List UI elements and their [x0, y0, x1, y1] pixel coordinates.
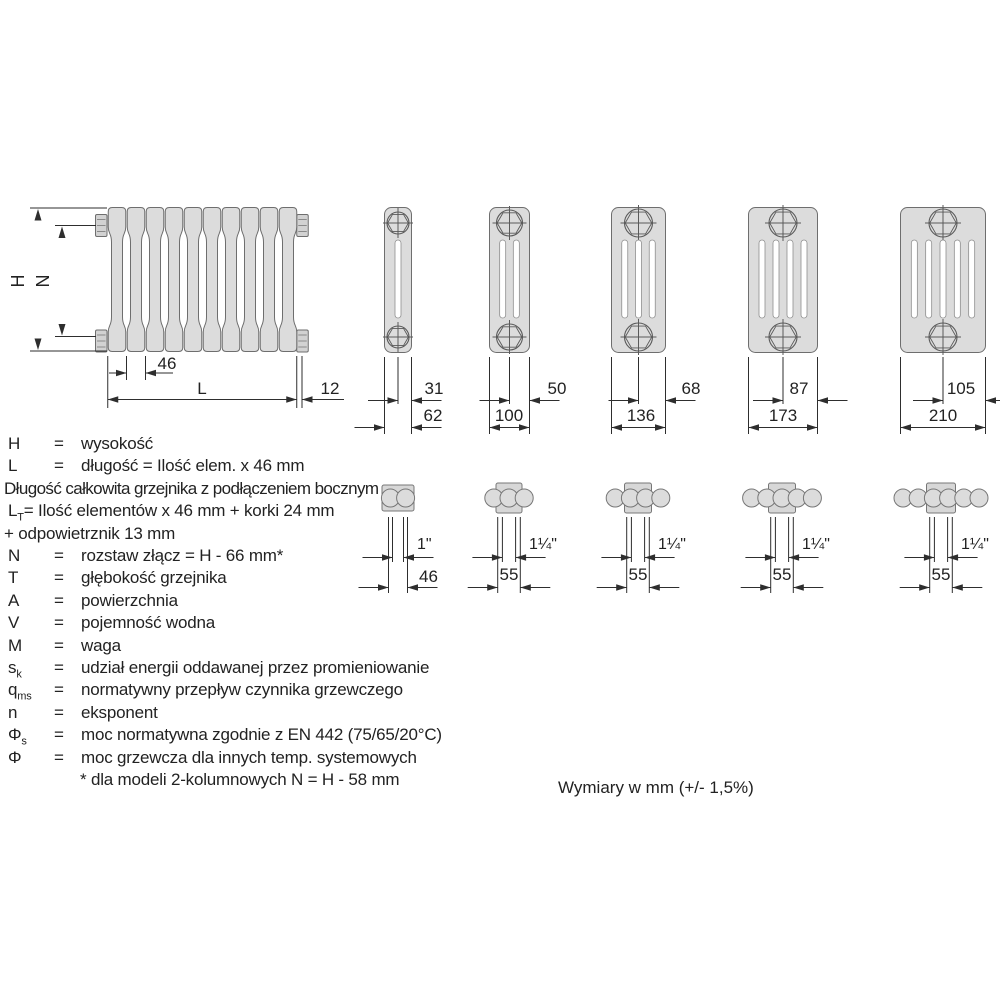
end-offset-dimension-label: 12	[320, 379, 340, 398]
arrowhead	[773, 397, 784, 404]
arrowhead	[516, 554, 527, 561]
legend-row	[4, 478, 478, 500]
arrowhead	[499, 397, 510, 404]
depth-dimension-label: 210	[928, 406, 958, 425]
radiator-element	[127, 208, 145, 352]
profile-body	[480, 206, 560, 434]
arrowhead	[59, 227, 66, 239]
half-depth-dimension-label: 68	[681, 379, 701, 398]
arrowhead	[649, 584, 660, 591]
arrowhead	[818, 397, 829, 404]
arrowhead	[645, 554, 656, 561]
legend-symbol: T	[8, 568, 19, 588]
air-slot	[636, 240, 642, 318]
arrowhead	[374, 424, 385, 431]
legend-equals: =	[54, 613, 64, 633]
air-slot	[649, 240, 655, 318]
thread-size-label: 1¼"	[802, 536, 830, 553]
air-slot	[395, 240, 401, 318]
arrowhead	[412, 424, 423, 431]
legend-equals: =	[54, 635, 64, 655]
air-slot	[940, 240, 946, 318]
arrowhead	[948, 554, 959, 561]
legend-row	[8, 500, 478, 522]
profile-2-column	[355, 208, 444, 435]
joint-spacing-dimension-label: N	[33, 274, 53, 288]
arrowhead	[919, 584, 930, 591]
arrowhead	[628, 397, 639, 404]
legend-symbol: Φ	[8, 747, 22, 767]
air-slot	[759, 240, 765, 318]
legend-equals: =	[54, 590, 64, 610]
legend-symbol: n	[8, 702, 18, 722]
legend-symbol: N	[8, 546, 21, 566]
arrowhead	[986, 397, 997, 404]
legend-description: moc normatywna zgodnie z EN 442 (75/65/20°C)	[81, 725, 442, 745]
legend-description: eksponent	[81, 702, 158, 722]
profile-body	[749, 205, 848, 434]
column-circle	[515, 489, 533, 507]
thread-size-label: 1¼"	[658, 536, 686, 553]
air-slot	[622, 240, 628, 318]
legend-description: rozstaw złącz = H - 66 mm*	[81, 546, 284, 566]
arrowhead	[760, 584, 771, 591]
air-slot	[513, 240, 519, 318]
arrowhead	[901, 424, 912, 431]
arrowhead	[35, 209, 42, 221]
element-width-label: 55	[772, 565, 792, 584]
top-view-5-column	[741, 483, 830, 593]
arrowhead	[612, 424, 623, 431]
legend-description: długość = Ilość elem. x 46 mm	[81, 456, 305, 476]
legend-row	[8, 679, 478, 701]
legend-equals: =	[54, 546, 64, 566]
radiator-element	[222, 208, 240, 352]
half-depth-dimension-label: 105	[946, 379, 976, 398]
arrowhead	[412, 397, 423, 404]
legend-row	[8, 567, 478, 589]
radiator-element	[279, 208, 297, 352]
arrowhead	[35, 339, 42, 351]
legend-equals: =	[54, 680, 64, 700]
legend-row	[8, 657, 478, 679]
legend	[4, 433, 478, 792]
arrowhead	[952, 584, 963, 591]
legend-symbol: $L_T$	[8, 501, 24, 524]
legend-row	[8, 724, 478, 746]
depth-dimension-label: 136	[626, 406, 656, 425]
legend-equals: =	[54, 658, 64, 678]
legend-text: * dla modeli 2-kolumnowych N = H - 58 mm	[80, 770, 400, 790]
element-width-label: 46	[419, 567, 438, 586]
radiator-element	[108, 208, 126, 352]
air-slot	[773, 240, 779, 318]
legend-row	[8, 769, 478, 791]
arrowhead	[933, 397, 944, 404]
height-dimension-label: H	[8, 274, 28, 288]
arrowhead	[59, 324, 66, 336]
legend-row	[8, 702, 478, 724]
legend-symbol: $\Phi_s$	[8, 725, 27, 748]
air-slot	[500, 240, 506, 318]
air-slot	[969, 240, 975, 318]
arrowhead	[789, 554, 800, 561]
thread-size-label: 1"	[417, 536, 432, 553]
radiator-front-elements	[96, 208, 309, 353]
legend-text: + odpowietrznik 13 mm	[4, 523, 176, 543]
air-slot	[911, 240, 917, 318]
column-circle	[652, 489, 670, 507]
profile-5-column	[749, 205, 848, 434]
legend-equals: =	[54, 725, 64, 745]
air-slot	[926, 240, 932, 318]
profile-body	[609, 205, 696, 434]
radiator-front-view	[8, 208, 344, 409]
radiator-element	[184, 208, 202, 352]
half-depth-dimension-label: 87	[789, 379, 809, 398]
legend-description: głębokość grzejnika	[81, 568, 227, 588]
legend-description: powierzchnia	[81, 590, 178, 610]
depth-dimension-label: 100	[494, 406, 524, 425]
column-circle	[803, 489, 821, 507]
legend-equals: =	[54, 747, 64, 767]
legend-symbol: M	[8, 635, 22, 655]
legend-description: waga	[81, 635, 121, 655]
radiator-element	[241, 208, 259, 352]
profile-4-column	[609, 205, 701, 434]
arrowhead	[616, 584, 627, 591]
top-view-6-column	[894, 483, 989, 593]
air-slot	[801, 240, 807, 318]
arrowhead	[749, 424, 760, 431]
legend-description: udział energii oddawanej przez promieniowanie	[81, 658, 430, 678]
arrowhead	[286, 396, 297, 403]
legend-equals: =	[54, 456, 64, 476]
top-view-4-column	[597, 483, 686, 593]
profile-body	[901, 205, 1000, 434]
legend-symbol: V	[8, 613, 20, 633]
half-depth-dimension-label: 31	[424, 379, 444, 398]
arrowhead	[388, 397, 399, 404]
arrowhead	[655, 424, 666, 431]
legend-description: normatywny przepływ czynnika grzewczego	[81, 680, 403, 700]
length-dimension-label: L	[197, 379, 207, 398]
legend-description: pojemność wodna	[81, 613, 216, 633]
legend-row	[8, 545, 478, 567]
profile-6-column	[901, 205, 1000, 434]
legend-row	[4, 523, 478, 545]
arrowhead	[487, 584, 498, 591]
arrowhead	[530, 397, 541, 404]
legend-symbol: H	[8, 434, 21, 453]
depth-dimension-label: 62	[423, 406, 443, 425]
legend-row	[8, 433, 478, 455]
top-view-3-column	[468, 483, 557, 593]
legend-row	[8, 455, 478, 477]
air-slot	[787, 240, 793, 318]
legend-equals: =	[54, 434, 64, 453]
arrowhead	[807, 424, 818, 431]
legend-row	[8, 590, 478, 612]
units-note: Wymiary w mm (+/- 1,5%)	[558, 778, 754, 797]
legend-row	[8, 747, 478, 769]
legend-text: Długość całkowita grzejnika z podłączeniem bocznym	[4, 478, 379, 498]
thread-size-label: 1¼"	[529, 536, 557, 553]
legend-row	[8, 612, 478, 634]
profile-3-column	[480, 206, 567, 434]
element-width-label: 55	[628, 565, 648, 584]
arrowhead	[519, 424, 530, 431]
arrowhead	[492, 554, 503, 561]
arrowhead	[146, 370, 157, 377]
arrowhead	[666, 397, 677, 404]
element-pitch-dimension-label: 46	[157, 354, 177, 373]
arrowhead	[302, 396, 313, 403]
arrowhead	[975, 424, 986, 431]
legend-description: wysokość	[81, 434, 154, 453]
legend-symbol: L	[8, 456, 18, 476]
air-slot	[954, 240, 960, 318]
thread-size-label: 1¼"	[961, 536, 989, 553]
column-circle	[970, 489, 988, 507]
half-depth-dimension-label: 50	[547, 379, 567, 398]
arrowhead	[793, 584, 804, 591]
arrowhead	[520, 584, 531, 591]
legend-equals: =	[54, 702, 64, 722]
legend-row	[8, 635, 478, 657]
legend-symbol: A	[8, 590, 20, 610]
profile-body	[355, 208, 442, 435]
legend-equals: =	[54, 568, 64, 588]
element-width-label: 55	[499, 565, 519, 584]
arrowhead	[116, 370, 127, 377]
legend-symbol: $q_{ms}$	[8, 680, 32, 703]
radiator-element	[165, 208, 183, 352]
legend-description: = Ilość elementów x 46 mm + korki 24 mm	[23, 501, 335, 521]
radiator-element	[203, 208, 221, 352]
arrowhead	[621, 554, 632, 561]
radiator-element	[146, 208, 164, 352]
element-width-label: 55	[931, 565, 951, 584]
arrowhead	[490, 424, 501, 431]
depth-dimension-label: 173	[768, 406, 798, 425]
legend-symbol: $s_k$	[8, 658, 22, 681]
arrowhead	[765, 554, 776, 561]
legend-description: moc grzewcza dla innych temp. systemowych	[81, 747, 417, 767]
radiator-element	[260, 208, 278, 352]
arrowhead	[108, 396, 119, 403]
arrowhead	[924, 554, 935, 561]
